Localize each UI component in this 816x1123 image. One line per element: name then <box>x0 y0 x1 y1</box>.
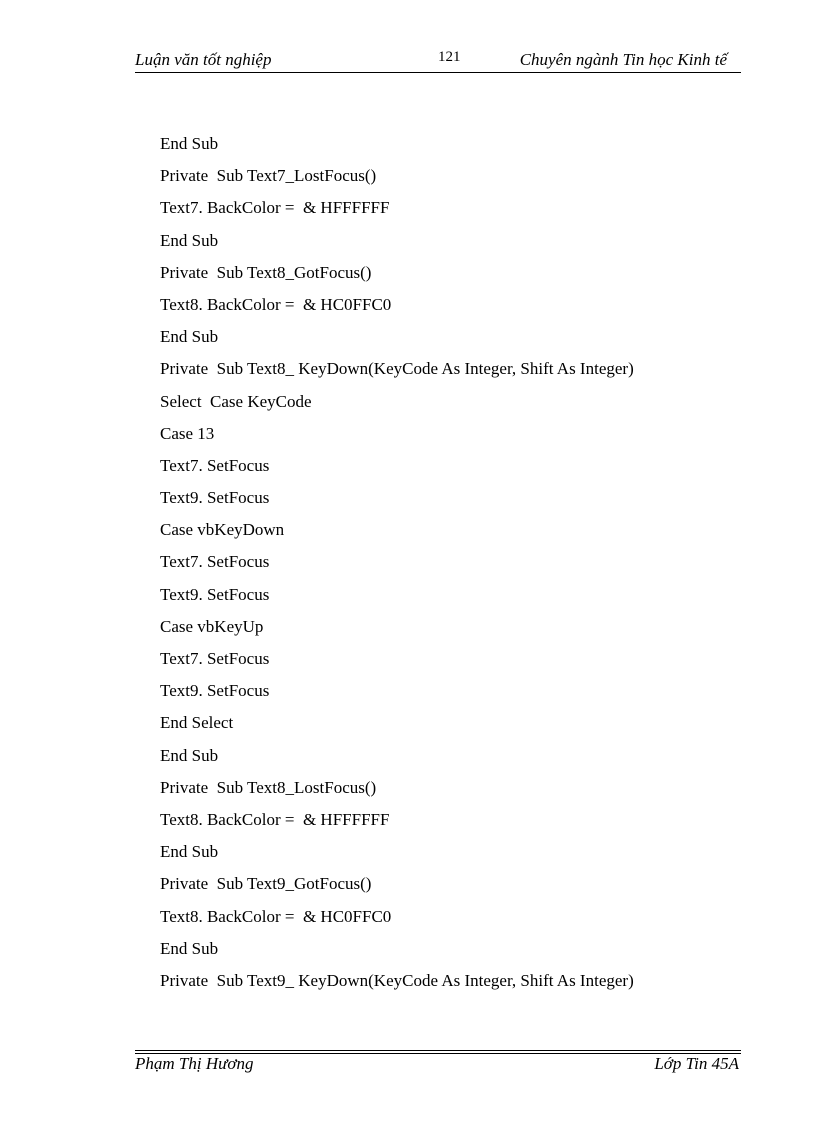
code-line: End Sub <box>160 938 219 958</box>
code-line: Text8. BackColor = & HC0FFC0 <box>160 294 392 314</box>
page-number: 121 <box>438 49 461 65</box>
code-line: Private Sub Text9_ KeyDown(KeyCode As Integer, Shift As Integer) <box>160 970 634 990</box>
code-line: Text9. SetFocus <box>160 488 270 508</box>
code-line: Text9. SetFocus <box>160 584 270 604</box>
code-line: Private Sub Text8_ KeyDown(KeyCode As Integer, Shift As Integer) <box>160 359 634 379</box>
code-line: Text7. SetFocus <box>160 552 270 572</box>
code-line: End Sub <box>160 327 219 347</box>
code-line: Private Sub Text8_LostFocus() <box>160 777 377 797</box>
code-line: Private Sub Text7_LostFocus() <box>160 166 377 186</box>
code-line: Case vbKeyDown <box>160 520 285 540</box>
code-line: End Sub <box>160 745 219 765</box>
code-line: End Select <box>160 713 234 733</box>
code-line: Text9. SetFocus <box>160 681 270 701</box>
code-line: Text7. SetFocus <box>160 455 270 475</box>
page-header <box>135 48 741 73</box>
code-line: Select Case KeyCode <box>160 391 312 411</box>
code-line: End Sub <box>160 230 219 250</box>
code-line: Text7. SetFocus <box>160 649 270 668</box>
code-line: End Sub <box>160 134 219 153</box>
code-line: End Sub <box>160 842 219 862</box>
code-listing <box>160 131 634 1000</box>
code-line: Case 13 <box>160 423 215 443</box>
footer-class: Lớp Tin 45A <box>654 1054 739 1073</box>
code-line: Text8. BackColor = & HC0FFC0 <box>160 906 392 926</box>
code-line: Text8. BackColor = & HFFFFFF <box>160 809 390 829</box>
header-title: Luận văn tốt nghiệp <box>135 50 272 69</box>
header-major: Chuyên ngành Tin học Kinh tế <box>519 50 727 69</box>
footer-rule-top <box>135 1050 741 1051</box>
code-line: Text7. BackColor = & HFFFFFF <box>160 198 390 218</box>
footer-author: Phạm Thị Hương <box>135 1054 254 1073</box>
code-line: Case vbKeyUp <box>160 616 264 636</box>
code-line: Private Sub Text9_GotFocus() <box>160 874 372 894</box>
code-line: Private Sub Text8_GotFocus() <box>160 262 372 282</box>
